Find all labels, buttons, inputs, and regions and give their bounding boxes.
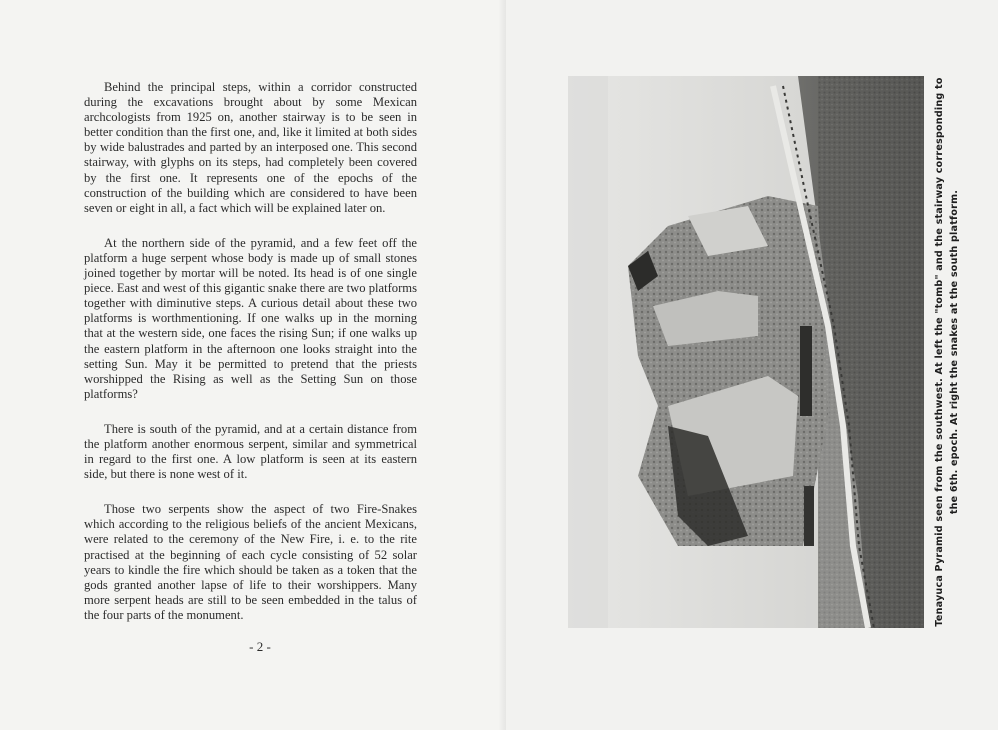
paragraph-4: Those two serpents show the aspect of two Fire-Snakes which according to the religious beliefs of the ancient Mexicans, were related to the ceremony of the New Fire, i. e. to the rite practised at the beginning of each cycle consisting of 52 solar years to kindle the fire which should be taken as a token that the gods granted another lapse of life to their worshippers. Many more serpent heads are still to be seen embedded in the talus of the four parts of the monument. bbox=[84, 502, 417, 622]
paragraph-2: At the northern side of the pyramid, and a few feet off the platform a huge serpent whose body is made up of small stones joined together by mortar will be noted. Its head is of one single piece. East and west of this gigantic snake there are two platforms together with diminutive steps. A curious detail about these two platforms is worthmentioning. If one walks up in the morning that at the western side, one faces the rising Sun; if one walks up the eastern platform in the afternoon one looks straight into the setting Sun. May it be permitted to pretend that the priests worshipped the Rising as well as the Setting Sun on those platforms? bbox=[84, 235, 417, 401]
caption-line-1: Tenayuca Pyramid seen from the southwest. At left the "tomb" and the stairway corresponding to bbox=[934, 77, 945, 627]
paragraph-3: There is south of the pyramid, and at a certain distance from the platform another enormous serpent, similar and symmetrical in regard to the first one. A low platform is seen at its eastern side, but there is none west of it. bbox=[84, 421, 417, 482]
pyramid-photo-image bbox=[568, 76, 924, 628]
photo-caption bbox=[932, 76, 972, 628]
pyramid-photograph bbox=[568, 76, 924, 628]
body-text bbox=[84, 80, 417, 643]
page-number: - 2 - bbox=[249, 639, 271, 654]
paragraph-1: Behind the principal steps, within a corridor constructed during the excavations brought about by some Mexican archcologists from 1925 on, another stairway is to be seen in better condition than the first one, and, like it limited at both sides by wide balustrades and parted by an interposed one. This second stairway, with glyphs on its steps, had completely been covered by the first one. It represents one of the epochs of the construction of the building which are considered to have been seven or eight in all, a fact which will be explained later on. bbox=[84, 80, 417, 215]
caption-line-2: the 6th. epoch. At right the snakes at the south platform. bbox=[949, 189, 960, 515]
